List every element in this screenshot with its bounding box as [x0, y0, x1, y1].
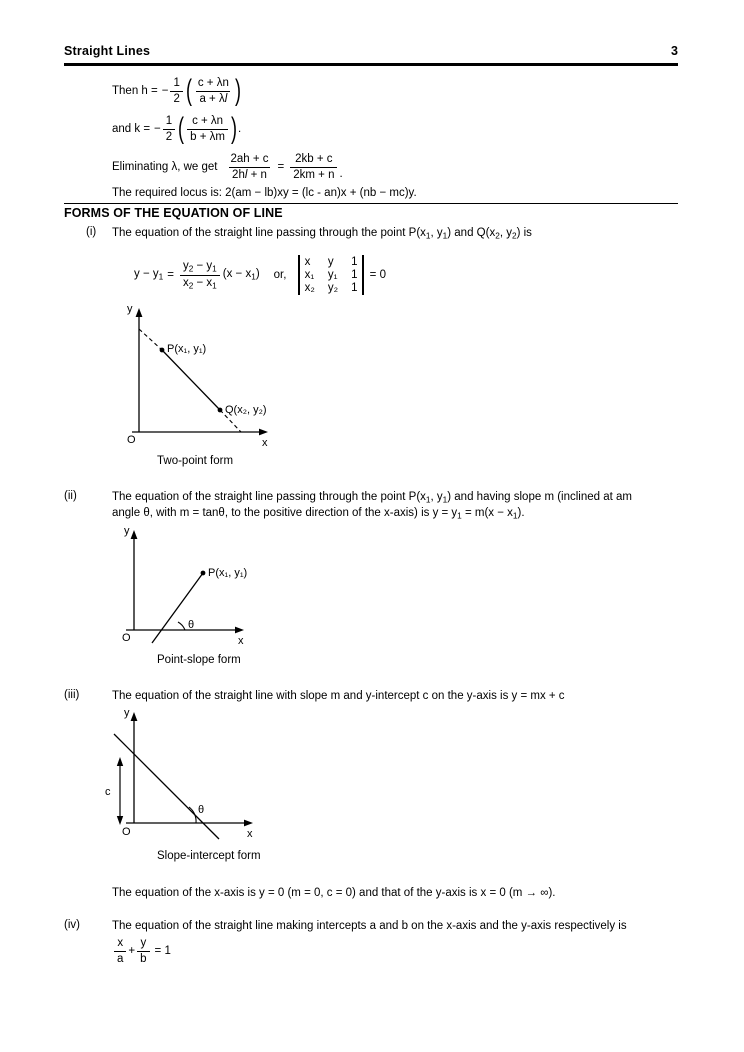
- x-axis-arrowhead: [235, 627, 244, 634]
- intercept-arrow-up: [117, 757, 123, 766]
- determinant-matrix: [298, 255, 363, 295]
- point-p-marker: [160, 348, 165, 353]
- period: .: [339, 167, 343, 180]
- fraction-numerator: 2ah + c: [230, 153, 269, 165]
- item-ii-line2: angle θ, with m = tanθ, to the positive direction of the x-axis) is $y = y_1 = m(x - x_1)$.: [112, 507, 525, 521]
- x-axis-arrowhead: [244, 820, 253, 827]
- elimination-rhs-fraction: [290, 153, 337, 182]
- line-extension-upper: [139, 329, 162, 350]
- determinant-cell: x: [304, 256, 311, 268]
- determinant-cell: 1: [351, 282, 358, 294]
- equation-two-point-form: [134, 255, 386, 295]
- intercept-label: c: [105, 786, 111, 798]
- fraction-denominator: a + λl: [196, 91, 230, 106]
- fraction-numerator: c + λn: [197, 77, 229, 89]
- x-axis-label: x: [247, 828, 253, 840]
- k-fraction: [187, 115, 228, 144]
- and-k-label: and k =: [112, 123, 151, 136]
- item-ii-line1: The equation of the straight line passing through the point $P(x_1$, $y_1$) and having slope m (inclined at am: [112, 491, 633, 505]
- y-axis-arrowhead: [131, 712, 138, 721]
- equation-intercept-form: [112, 937, 171, 966]
- line-segment-pq: [162, 350, 220, 410]
- fraction-denominator: a: [114, 951, 126, 966]
- figure-caption-two-point-form: Two-point form: [157, 455, 234, 467]
- fraction-denominator: b: [137, 951, 149, 966]
- determinant-equals-zero: = 0: [369, 269, 386, 281]
- minus-sign: −: [161, 85, 169, 98]
- fraction-denominator: $x_2 - x_1$: [180, 275, 220, 291]
- equation-then-h: [112, 74, 242, 108]
- fraction-numerator: c + λn: [192, 115, 224, 127]
- equation-and-k: [112, 112, 242, 146]
- angle-theta-label: θ: [188, 619, 195, 631]
- point-p-marker: [201, 571, 206, 576]
- determinant-cell: x₂: [304, 282, 315, 294]
- determinant-cell: y: [327, 256, 334, 268]
- x-axis-arrowhead: [259, 429, 268, 436]
- x-over-a-fraction: [114, 937, 126, 966]
- fraction-denominator: 2km + n: [290, 167, 337, 182]
- list-marker-ii: (ii): [64, 490, 77, 502]
- fraction-denominator: b + λm: [187, 129, 228, 144]
- equals-sign: =: [277, 161, 285, 174]
- right-paren: ): [234, 74, 241, 108]
- origin-label: O: [127, 434, 136, 446]
- section-title: FORMS OF THE EQUATION OF LINE: [64, 206, 283, 220]
- right-paren: ): [231, 112, 238, 146]
- equation-lhs: $y - y_1$: [134, 268, 164, 282]
- required-locus-text: The required locus is: 2(am − lb)xy = (lc - an)x + (nb − mc)y.: [112, 187, 417, 199]
- header-title: Straight Lines: [64, 44, 151, 58]
- origin-label: O: [122, 632, 131, 644]
- intercept-arrow-down: [117, 816, 123, 825]
- fraction-denominator: 2: [163, 129, 175, 144]
- h-fraction: [195, 77, 232, 106]
- fraction-numerator: y: [140, 937, 147, 949]
- equation-tail: $(x - x_1)$: [222, 268, 260, 282]
- determinant-cell: x₁: [304, 269, 315, 281]
- figure-caption-slope-intercept-form: Slope-intercept form: [157, 850, 261, 862]
- plus-sign: +: [128, 945, 136, 958]
- y-axis-arrowhead: [131, 530, 138, 539]
- header-divider: [64, 63, 678, 66]
- or-label: or,: [273, 269, 287, 281]
- x-axis-label: x: [238, 635, 244, 647]
- slope-fraction: [180, 260, 220, 290]
- eliminating-label: Eliminating λ, we get: [112, 161, 218, 174]
- item-i-text: The equation of the straight line passing through the point $P(x_1$, $y_1$) and $Q(x_2$, $y_2$) is: [112, 227, 532, 241]
- x-axis-label: x: [262, 437, 268, 449]
- determinant-right-bar: [362, 255, 363, 295]
- origin-label: O: [122, 826, 131, 838]
- minus-sign: −: [154, 123, 161, 136]
- determinant-cell: 1: [351, 269, 358, 281]
- y-axis-label: y: [127, 303, 133, 315]
- list-marker-i: (i): [86, 226, 97, 238]
- elimination-lhs-fraction: [227, 153, 271, 182]
- fraction-numerator: $y_2 - y_1$: [182, 259, 217, 274]
- y-axis-label: y: [124, 525, 130, 537]
- list-marker-iii: (iii): [64, 689, 80, 701]
- one-half-fraction: [170, 77, 182, 106]
- determinant-cell: y₁: [327, 269, 338, 281]
- period: .: [238, 123, 242, 136]
- determinant-cell: y₂: [327, 282, 339, 294]
- fraction-denominator: 2: [170, 91, 182, 106]
- equals-sign: =: [167, 269, 174, 281]
- list-marker-iv: (iv): [64, 919, 80, 931]
- item-iv-text: The equation of the straight line making intercepts a and b on the x-axis and the y-axis respectively is: [112, 920, 627, 932]
- item-iii-text: The equation of the straight line with slope m and y-intercept c on the y-axis is y = mx + c: [112, 690, 565, 702]
- y-over-b-fraction: [137, 937, 149, 966]
- fraction-numerator: 1: [173, 77, 180, 89]
- section-divider: [64, 203, 678, 204]
- angle-theta-label: θ: [198, 804, 205, 816]
- point-q-marker: [218, 408, 223, 413]
- header-page-number: 3: [671, 44, 678, 58]
- left-paren: (: [185, 74, 192, 108]
- left-paren: (: [178, 112, 185, 146]
- axes-equation-note: The equation of the x-axis is y = 0 (m = 0, c = 0) and that of the y-axis is x = 0 (m → ∞).: [112, 887, 556, 899]
- one-half-fraction: [163, 115, 175, 144]
- fraction-numerator: x: [117, 937, 124, 949]
- angle-theta-arc: [178, 622, 185, 630]
- y-axis-label: y: [124, 707, 130, 719]
- y-axis-arrowhead: [136, 308, 143, 317]
- then-h-label: Then h =: [112, 85, 158, 98]
- figure-two-point-form: [110, 300, 410, 450]
- figure-slope-intercept-form: [100, 705, 380, 840]
- determinant-grid: [300, 255, 363, 295]
- fraction-denominator: 2hl + n: [229, 167, 270, 182]
- fraction-numerator: 2kb + c: [295, 153, 333, 165]
- equation-eliminating-lambda: [112, 153, 343, 182]
- determinant-cell: 1: [351, 256, 358, 268]
- point-p-label: P(x₁, y₁): [208, 567, 248, 579]
- point-q-label: Q(x₂, y₂): [225, 404, 267, 416]
- fraction-numerator: 1: [165, 115, 173, 127]
- equals-one: = 1: [154, 945, 171, 958]
- figure-point-slope-form: [100, 525, 380, 650]
- line-through-p: [152, 573, 203, 643]
- point-p-label: P(x₁, y₁): [167, 343, 207, 355]
- figure-caption-point-slope-form: Point-slope form: [157, 654, 241, 666]
